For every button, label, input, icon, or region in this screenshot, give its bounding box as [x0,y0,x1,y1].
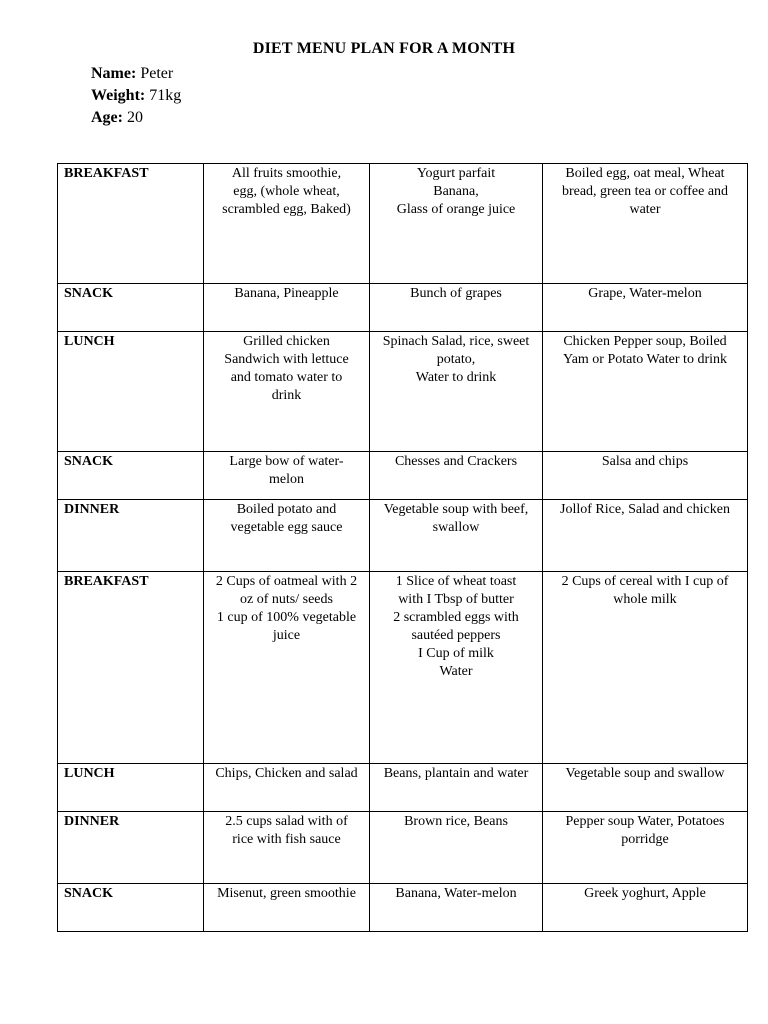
weight-line [91,85,181,107]
meal-label: SNACK [58,452,204,500]
table-row [58,164,748,284]
menu-cell: 1 Slice of wheat toast with I Tbsp of butter 2 scrambled eggs with sautéed peppers I Cup of milk Water [370,572,543,764]
person-info [91,63,181,129]
menu-cell: Greek yoghurt, Apple [543,884,748,932]
age-label: Age: [91,109,123,126]
menu-cell: 2 Cups of oatmeal with 2 oz of nuts/ seeds 1 cup of 100% vegetable juice [204,572,370,764]
diet-menu-table [57,163,748,932]
table-row [58,284,748,332]
menu-cell: Misenut, green smoothie [204,884,370,932]
menu-cell: Boiled egg, oat meal, Wheat bread, green tea or coffee and water [543,164,748,284]
table-row [58,764,748,812]
meal-label: BREAKFAST [58,164,204,284]
menu-cell: Chips, Chicken and salad [204,764,370,812]
menu-cell: Jollof Rice, Salad and chicken [543,500,748,572]
name-value: Peter [140,65,174,82]
menu-cell: Large bow of water- melon [204,452,370,500]
page-title: DIET MENU PLAN FOR A MONTH [252,40,516,57]
menu-cell: Boiled potato and vegetable egg sauce [204,500,370,572]
menu-cell: Chesses and Crackers [370,452,543,500]
menu-cell: 2 Cups of cereal with I cup of whole milk [543,572,748,764]
menu-cell: Banana, Pineapple [204,284,370,332]
menu-cell: 2.5 cups salad with of rice with fish sauce [204,812,370,884]
menu-cell: Beans, plantain and water [370,764,543,812]
table-row [58,500,748,572]
menu-cell: Salsa and chips [543,452,748,500]
weight-value: 71kg [149,87,182,104]
meal-label: DINNER [58,500,204,572]
name-label: Name: [91,65,137,82]
age-value: 20 [126,109,143,126]
meal-label: SNACK [58,884,204,932]
name-line [91,63,181,85]
menu-cell: Chicken Pepper soup, Boiled Yam or Potato Water to drink [543,332,748,452]
menu-cell: Brown rice, Beans [370,812,543,884]
menu-cell: Bunch of grapes [370,284,543,332]
meal-label: LUNCH [58,764,204,812]
meal-label: LUNCH [58,332,204,452]
menu-cell: Yogurt parfait Banana, Glass of orange juice [370,164,543,284]
menu-cell: Grape, Water-melon [543,284,748,332]
menu-cell: Spinach Salad, rice, sweet potato, Water to drink [370,332,543,452]
menu-cell: Grilled chicken Sandwich with lettuce and tomato water to drink [204,332,370,452]
table-row [58,572,748,764]
menu-cell: Banana, Water-melon [370,884,543,932]
table-row [58,812,748,884]
table-row [58,884,748,932]
menu-cell: Vegetable soup and swallow [543,764,748,812]
meal-label: BREAKFAST [58,572,204,764]
table-row [58,452,748,500]
menu-cell: Pepper soup Water, Potatoes porridge [543,812,748,884]
meal-label: DINNER [58,812,204,884]
meal-label: SNACK [58,284,204,332]
menu-cell: All fruits smoothie, egg, (whole wheat, scrambled egg, Baked) [204,164,370,284]
age-line [91,107,181,129]
weight-label: Weight: [91,87,146,104]
table-row [58,332,748,452]
menu-cell: Vegetable soup with beef, swallow [370,500,543,572]
